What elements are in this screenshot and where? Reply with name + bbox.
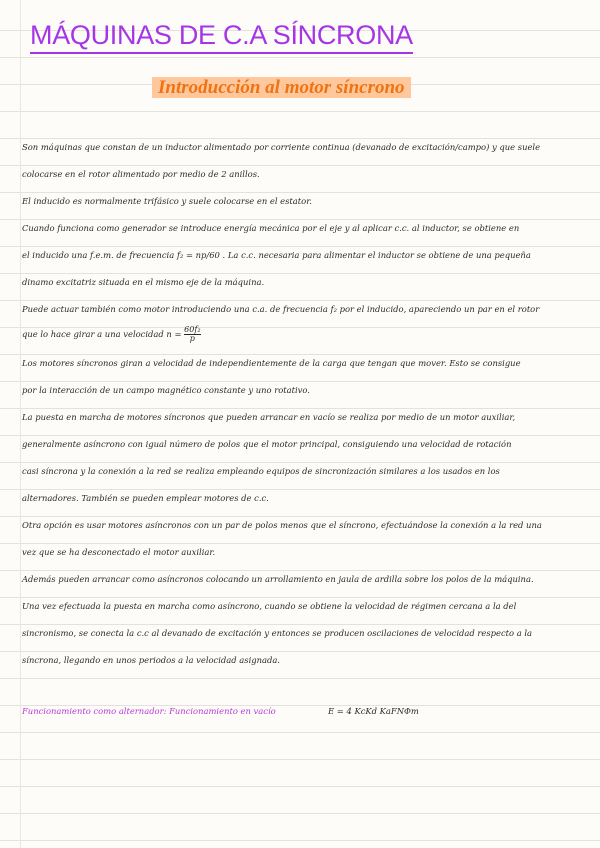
paragraph-line: vez que se ha desconectado el motor auxiliar. — [22, 547, 216, 557]
paragraph-line: sincronismo, se conecta la c.c al devanado de excitación y entonces se producen oscilaciones de velocidad respecto a la — [22, 628, 533, 638]
speed-formula-numerator: 60f₂ — [184, 325, 201, 334]
speed-formula-prefix: n = — [166, 329, 182, 339]
paragraph-line: que lo hace girar a una velocidad — [22, 329, 164, 339]
paragraph-line: colocarse en el rotor alimentado por medio de 2 anillos. — [22, 169, 260, 179]
paragraph-line: Los motores síncronos giran a velocidad de independientemente de la carga que tengan que mover. Esto se consigue — [22, 358, 521, 368]
paragraph-line: Puede actuar también como motor introduciendo una c.a. de frecuencia f₂ por el inducido, apareciendo un par en el rotor — [22, 304, 540, 314]
page-title: MÁQUINAS DE C.A SÍNCRONA — [30, 20, 413, 54]
paragraph-line: El inducido es normalmente trifásico y suele colocarse en el estator. — [22, 196, 312, 206]
speed-formula-denominator: p — [189, 334, 195, 343]
emf-formula: E = 4 KcKd KaFNΦm — [328, 706, 419, 716]
paragraph-line: el inducido una f.e.m. de frecuencia f₂ = np/60 . La c.c. necesaria para alimentar el inductor se obtiene de una pequeña — [22, 250, 531, 260]
paragraph-line: Además pueden arrancar como asíncronos colocando un arrollamiento en jaula de ardilla sobre los polos de la máquina. — [22, 574, 534, 584]
subtitle-highlight — [152, 77, 411, 98]
section-subtitle: Introducción al motor síncrono — [158, 77, 405, 98]
paragraph-line: síncrona, llegando en unos periodos a la velocidad asignada. — [22, 655, 281, 665]
section-note: Funcionamiento como alternador: Funcionamiento en vacío — [22, 706, 276, 716]
paragraph-line: La puesta en marcha de motores síncronos que pueden arrancar en vacío se realiza por medio de un motor auxiliar, — [22, 412, 516, 422]
paragraph-line: Cuando funciona como generador se introduce energía mecánica por el eje y al aplicar c.c. al inductor, se obtiene en — [22, 223, 520, 233]
paragraph-line: casi síncrona y la conexión a la red se realiza empleando equipos de sincronización similares a los usados en los — [22, 466, 500, 476]
paragraph-line: Una vez efectuada la puesta en marcha como asíncrono, cuando se obtiene la velocidad de régimen cercana a la del — [22, 601, 517, 611]
paragraph-line: dinamo excitatriz situada en el mismo eje de la máquina. — [22, 277, 265, 287]
page-margin-line — [20, 0, 21, 848]
paragraph-line: por la interacción de un campo magnético constante y uno rotativo. — [22, 385, 310, 395]
paragraph-line: Otra opción es usar motores asíncronos con un par de polos menos que el síncrono, efectuándose la conexión a la red una — [22, 520, 542, 530]
speed-formula-line — [22, 326, 592, 343]
speed-formula-fraction — [184, 326, 200, 343]
paragraph-line: Son máquinas que constan de un inductor alimentado por corriente continua (devanado de excitación/campo) y que suele — [22, 142, 541, 152]
paragraph-line: generalmente asíncrono con igual número de polos que el motor principal, consiguiendo una velocidad de rotación — [22, 439, 512, 449]
paragraph-line: alternadores. También se pueden emplear motores de c.c. — [22, 493, 269, 503]
